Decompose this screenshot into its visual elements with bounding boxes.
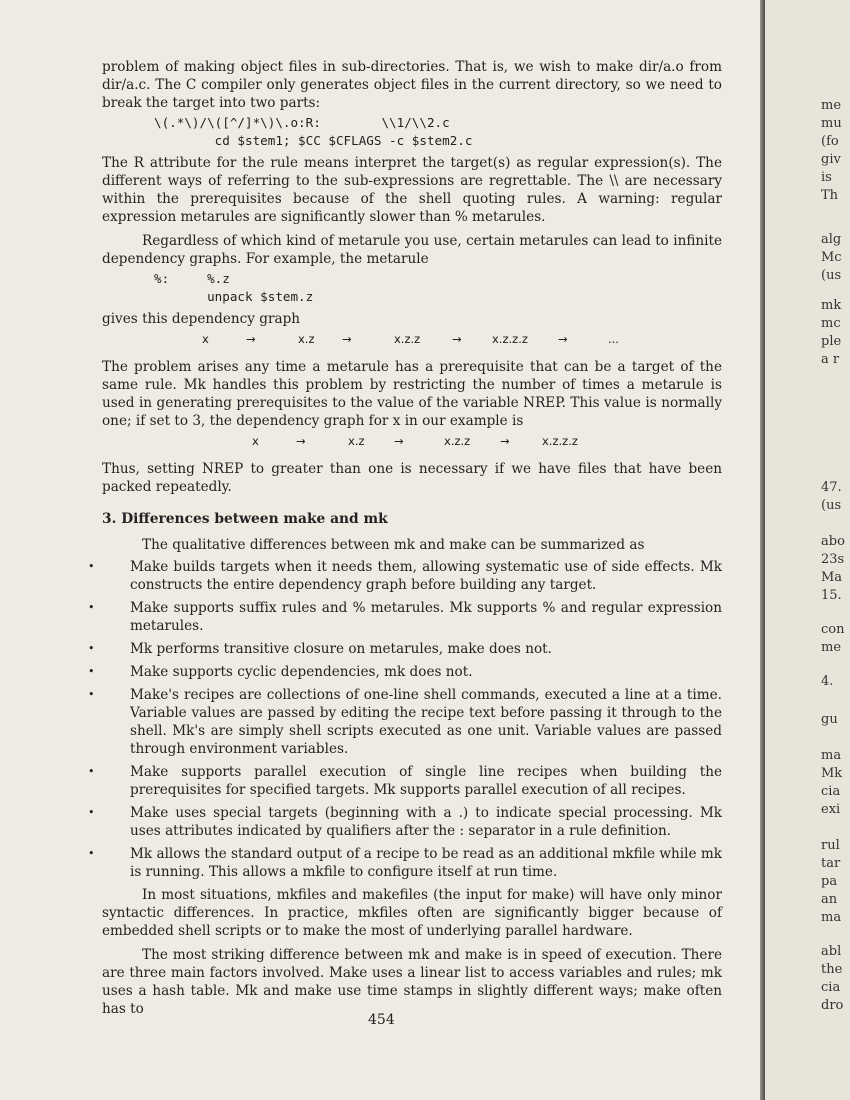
facing-text-fragment: Ma: [821, 570, 843, 585]
facing-text-fragment: dro: [821, 998, 844, 1013]
facing-text-fragment: (us: [821, 268, 842, 283]
paragraph-7: The qualitative differences between mk and make can be summarized as: [142, 537, 645, 553]
facing-text-fragment: mc: [821, 316, 841, 331]
differences-list: [102, 558, 722, 881]
facing-text-fragment: (us: [821, 498, 842, 513]
graph-node: x.z.z.z: [542, 434, 578, 448]
facing-text-fragment: a r: [821, 352, 840, 367]
paragraph-9: The most striking difference between mk and make is in speed of execution. There are three main factors involved. Make uses a linear list to access variables and rules; mk uses a hash table. Mk and make use time stamps in slightly different ways; make often has to: [102, 947, 722, 1017]
graph-arrow: →: [500, 434, 510, 448]
graph-arrow: →: [558, 332, 568, 346]
facing-text-fragment: cia: [821, 784, 841, 799]
list-item: • Make builds targets when it needs them, allowing systematic use of side effects. Mk constructs the entire dependency graph before building any target.: [102, 558, 722, 594]
facing-text-fragment: con: [821, 622, 845, 637]
code-block-1: [102, 114, 722, 150]
graph-node: x.z.z: [444, 434, 471, 448]
list-item: • Mk allows the standard output of a recipe to be read as an additional mkfile while mk is running. This allows a mkfile to configure itself at run time.: [102, 845, 722, 881]
facing-text-fragment: the: [821, 962, 843, 977]
graph-arrow: →: [452, 332, 462, 346]
facing-text-fragment: Mk: [821, 766, 843, 781]
code-line: cd $stem1; $CC $CFLAGS -c $stem2.c: [154, 133, 473, 148]
facing-text-fragment: 47.: [821, 480, 842, 495]
facing-text-fragment: gu: [821, 712, 838, 727]
paragraph-5: The problem arises any time a metarule has a prerequisite that can be a target of the same rule. Mk handles this problem by restricting the number of times a metarule is used in generating prerequisites to the value of the variable NREP. This value is normally one; if set to 3, the dependency graph for x in our example is: [102, 359, 722, 429]
facing-text-fragment: is: [821, 170, 832, 185]
facing-text-fragment: ma: [821, 748, 842, 763]
paragraph-1: problem of making object files in sub-directories. That is, we wish to make dir/a.o from dir/a.c. The C compiler only generates object files in the current directory, so we need to break the target into two parts:: [102, 59, 722, 111]
paragraph-8: In most situations, mkfiles and makefiles (the input for make) will have only minor syntactic differences. In practice, mkfiles often are significantly bigger because of embedded shell scripts or to make the most of underlying parallel hardware.: [102, 887, 722, 939]
graph-node: x: [202, 332, 209, 346]
facing-page: [765, 0, 850, 1100]
paragraph-2: The R attribute for the rule means interpret the target(s) as regular expression(s). The different ways of referring to the sub-expressions are regrettable. The \\ are necessary within the prerequisites because of the shell quoting rules. A warning: regular expression metarules are significantly slower than % metarules.: [102, 155, 722, 225]
list-item: • Mk performs transitive closure on metarules, make does not.: [102, 640, 722, 658]
list-item: • Make uses special targets (beginning with a .) to indicate special processing. Mk uses attributes indicated by qualifiers after the : separator in a rule definition.: [102, 804, 722, 840]
facing-text-fragment: Mc: [821, 250, 842, 265]
facing-text-fragment: an: [821, 892, 838, 907]
facing-text-fragment: mu: [821, 116, 842, 131]
facing-text-fragment: tar: [821, 856, 841, 871]
paragraph-6: Thus, setting NREP to greater than one is necessary if we have files that have been packed repeatedly.: [102, 461, 722, 495]
facing-text-fragment: exi: [821, 802, 841, 817]
facing-text-fragment: 15.: [821, 588, 842, 603]
facing-text-fragment: giv: [821, 152, 841, 167]
page-number: 454: [368, 1012, 395, 1028]
graph-node: x.z.z: [394, 332, 421, 346]
graph-node: x.z.z.z: [492, 332, 528, 346]
graph-node: x.z: [348, 434, 365, 448]
paragraph-3: Regardless of which kind of metarule you use, certain metarules can lead to infinite dependency graphs. For example, the metarule: [102, 233, 722, 267]
dependency-graph-2: [102, 430, 722, 452]
facing-text-fragment: ma: [821, 910, 842, 925]
graph-arrow: →: [394, 434, 404, 448]
facing-text-fragment: (fo: [821, 134, 839, 149]
code-line: \(.*\)/\([^/]*\)\.o:R: \\1/\\2.c: [154, 115, 450, 130]
paragraph-4: gives this dependency graph: [102, 311, 301, 327]
section-heading: 3. Differences between make and mk: [102, 511, 388, 527]
facing-text-fragment: 4.: [821, 674, 834, 689]
graph-arrow: →: [342, 332, 352, 346]
graph-arrow: →: [246, 332, 256, 346]
list-item: • Make supports cyclic dependencies, mk does not.: [102, 663, 722, 681]
graph-node: x.z: [298, 332, 315, 346]
facing-text-fragment: alg: [821, 232, 842, 247]
facing-text-fragment: rul: [821, 838, 840, 853]
list-item: • Make supports parallel execution of single line recipes when building the prerequisites for specified targets. Mk supports parallel execution of all recipes.: [102, 763, 722, 799]
list-item: • Make supports suffix rules and % metarules. Mk supports % and regular expression metarules.: [102, 599, 722, 635]
code-line: unpack $stem.z: [154, 289, 314, 304]
facing-text-fragment: pa: [821, 874, 838, 889]
facing-text-fragment: me: [821, 640, 842, 655]
page-body: [102, 58, 722, 1018]
facing-text-fragment: cia: [821, 980, 841, 995]
graph-node: ...: [608, 332, 619, 346]
facing-text-fragment: mk: [821, 298, 842, 313]
graph-node: x: [252, 434, 259, 448]
list-item: • Make's recipes are collections of one-line shell commands, executed a line at a time. Variable values are passed by editing the recipe text before passing it through to the shell. Mk's are simply shell scripts executed as one unit. Variable values are passed through environment variables.: [102, 686, 722, 758]
code-block-2: [102, 270, 722, 306]
facing-text-fragment: abo: [821, 534, 845, 549]
facing-text-fragment: Th: [821, 188, 839, 203]
facing-text-fragment: me: [821, 98, 842, 113]
dependency-graph-1: [102, 328, 722, 350]
facing-text-fragment: 23s: [821, 552, 845, 567]
code-line: %: %.z: [154, 271, 230, 286]
graph-arrow: →: [296, 434, 306, 448]
facing-text-fragment: ple: [821, 334, 842, 349]
facing-text-fragment: abl: [821, 944, 842, 959]
